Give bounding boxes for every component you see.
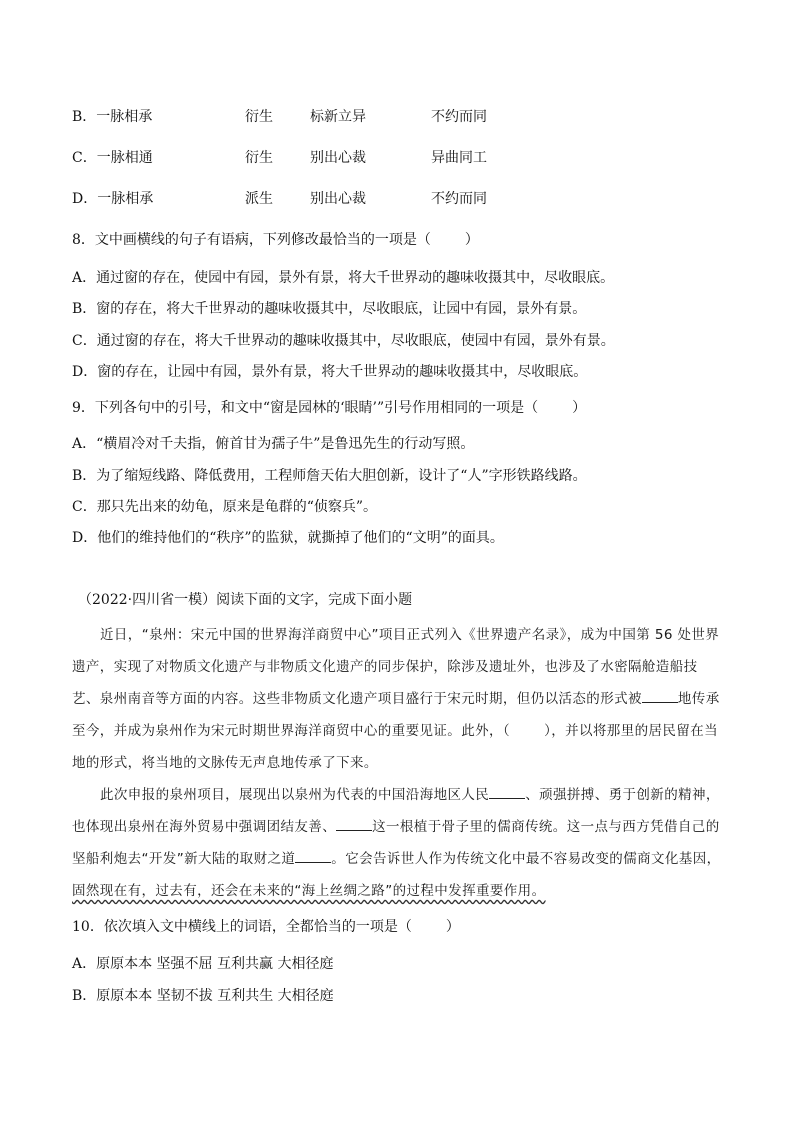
q9-stem: 9．下列各句中的引号，和文中“窗是园林的‘眼睛’”引号作用相同的一项是（ ） [72,400,587,416]
option-label: C．一脉相通 [72,150,153,166]
passage-paragraph-2: 此次申报的泉州项目，展现出以泉州为代表的中国沿海地区人民 、顽强拼搏、勇于创新的精神，也体现出泉州在海外贸易中强调团结友善、 这一根植于骨子里的儒商传统。这一点与西方凭借自己的坚船利炮去“开发”新大陆的取财之道 。它会告诉世人作为传统文化中最不容易改变的儒商文化基因，固然现在有，过去有，还会在未来的“海上丝绸之路”的过程中发挥重要作用。 [72,779,722,907]
option-word-3: 标新立异 [310,109,366,125]
q8-option-a: A．通过窗的存在，使园中有园，景外有景，将大千世界动的趣味收摄其中，尽收眼底。 [72,270,615,286]
q9-option-c: C．那只先出来的幼龟，原来是龟群的“侦察兵”。 [72,499,378,515]
passage-paragraph-1: 近日，“泉州：宋元中国的世界海洋商贸中心”项目正式列入《世界遗产名录》，成为中国第 56 处世界遗产，实现了对物质文化遗产与非物质文化遗产的同步保护，除涉及遗址外，也涉及了水密隔舱造船技艺、泉州南音等方面的内容。这些非物质文化遗产项目盛行于宋元时期，但仍以活态的形式被 地传承至今，并成为泉州作为宋元时期世界海洋商贸中心的重要见证。此外，（ ），并以将那里的居民留在当地的形式，将当地的文脉传无声息地传承了下来。 [72,627,720,771]
option-word-3: 别出心裁 [310,150,366,166]
option-label: B．一脉相承 [72,109,153,125]
q10-stem: 10．依次填入文中横线上的词语，全都恰当的一项是（ ） [72,919,460,935]
q9-option-a: A．“横眉冷对千夫指，俯首甘为孺子牛”是鲁迅先生的行动写照。 [72,436,475,452]
q9-option-b: B．为了缩短线路、降低费用，工程师詹天佑大胆创新，设计了“人”字形铁路线路。 [72,468,587,484]
option-word-3: 别出心裁 [310,191,366,207]
q8-stem: 8．文中画横线的句子有语病，下列修改最恰当的一项是（ ） [72,232,479,248]
passage-source: （2022·四川省一模）阅读下面的文字，完成下面小题 [78,592,413,608]
fill-blank-2 [489,784,525,799]
q8-option-c: C．通过窗的存在，将大千世界动的趣味收摄其中，尽收眼底，使园中有园，景外有景。 [72,333,615,349]
fill-blank-1 [642,688,678,703]
option-word-4: 不约而同 [431,109,487,125]
option-label: D．一脉相承 [72,191,154,207]
fill-blank-4 [295,848,331,863]
q10-option-a: A．原原本本 坚强不屈 互利共赢 大相径庭 [72,956,334,972]
option-word-4: 不约而同 [431,191,487,207]
option-word-4: 异曲同工 [431,150,487,166]
fill-blank-3 [336,816,372,831]
q10-option-b: B．原原本本 坚韧不拔 互利共生 大相径庭 [72,988,334,1004]
option-word-2: 衍生 [245,109,273,125]
q8-option-b: B．窗的存在，将大千世界动的趣味收摄其中，尽收眼底，让园中有园，景外有景。 [72,301,587,317]
wavy-underlined-sentence: 固然现在有，过去有，还会在未来的“海上丝绸之路”的过程中发挥重要作用。 [72,883,546,899]
q8-option-d: D．窗的存在，让园中有园，景外有景，将大千世界动的趣味收摄其中，尽收眼底。 [72,364,588,380]
option-word-2: 衍生 [245,150,273,166]
option-word-2: 派生 [245,191,273,207]
q9-option-d: D．他们的维持他们的“秩序”的监狱，就撕掉了他们的“文明”的面具。 [72,530,504,546]
